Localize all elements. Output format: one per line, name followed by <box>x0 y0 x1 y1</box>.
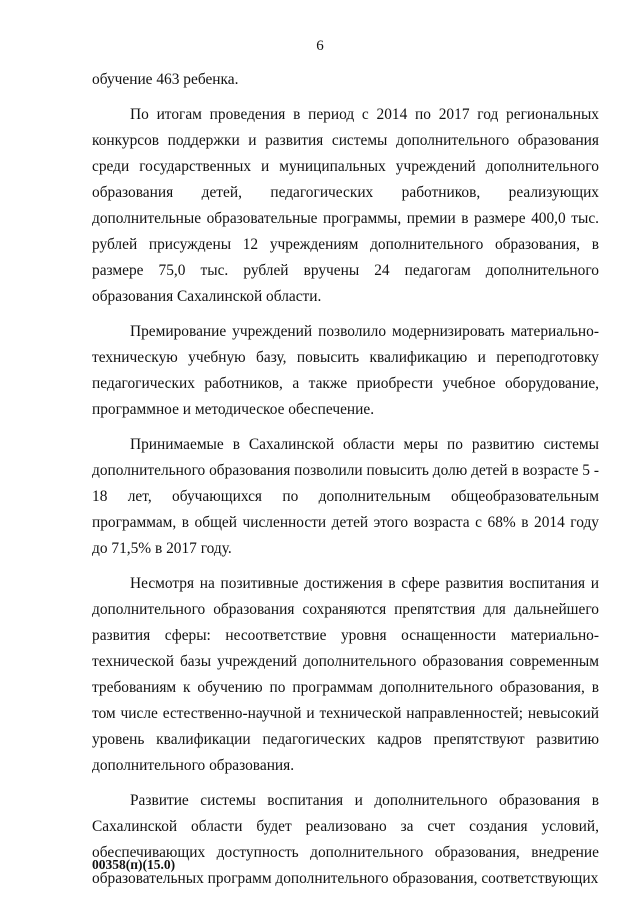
document-body <box>92 67 599 901</box>
paragraph-measures: Принимаемые в Сахалинской области меры по развитию системы дополнительного образования позволили повысить долю детей в возрасте 5 - 18 лет, обучающихся по дополнительным общеобразовательным программам, в общей численности детей этого возраста с 68% в 2014 году до 71,5% в 2017 году. <box>92 436 599 557</box>
page-number: 6 <box>316 38 324 54</box>
paragraph-obstacles: Несмотря на позитивные достижения в сфере развития воспитания и дополнительного образования сохраняются препятствия для дальнейшего развития сферы: несоответствие уровня оснащенности материально-технической базы учреждений дополнительного образования современным требованиям к обучению по программам дополнительного образования, в том числе естественно-научной и технической направленностей; невысокий уровень квалификации педагогических кадров препятствуют развитию дополнительного образования. <box>92 575 599 774</box>
paragraph-continuation: обучение 463 ребенка. <box>92 71 239 88</box>
paragraph-development: Развитие системы воспитания и дополнительного образования в Сахалинской области будет реализовано за счет создания условий, обеспечивающих доступность дополнительного образования, внедрение образовательных программ дополнительного образования, соответствующих <box>92 792 599 887</box>
footer-document-code: 00358(п)(15.0) <box>92 857 176 872</box>
paragraph-competitions: По итогам проведения в период с 2014 по 2017 год региональных конкурсов поддержки и развития системы дополнительного образования среди государственных и муниципальных учреждений дополнительного образования детей, педагогических работников, реализующих дополнительные образовательные программы, премии в размере 400,0 тыс. рублей присуждены 12 учреждениям дополнительного образования, в размере 75,0 тыс. рублей вручены 24 педагогам дополнительного образования Сахалинской области. <box>92 106 599 305</box>
paragraph-bonuses: Премирование учреждений позволило модернизировать материально-техническую учебную базу, повысить квалификацию и переподготовку педагогических работников, а также приобрести учебное оборудование, программное и методическое обеспечение. <box>92 323 599 418</box>
